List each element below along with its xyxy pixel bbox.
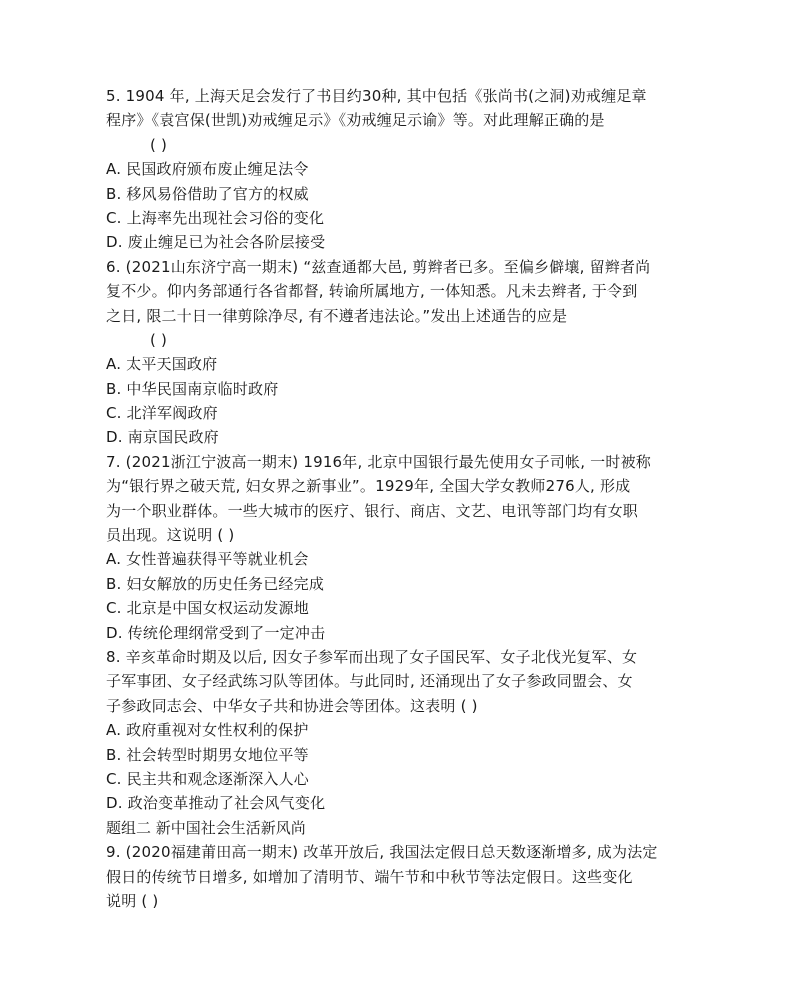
section-title: 题组二 新中国社会生活新风尚 [106, 818, 306, 837]
question-8-stem-line-3: 子参政同志会、中华女子共和协进会等团体。这表明 ( ) [106, 696, 478, 715]
question-5 [106, 84, 702, 255]
document-page [106, 84, 702, 913]
question-6-option-b: B. 中华民国南京临时政府 [106, 379, 279, 398]
question-6-stem-line-1: 6. (2021山东济宁高一期末) “兹查通都大邑, 剪辫者已多。至偏乡僻壤, 留辫者尚 [106, 257, 651, 276]
question-8-option-d: D. 政治变革推动了社会风气变化 [106, 794, 326, 813]
question-8-option-c: C. 民主共和观念逐渐深入人心 [106, 769, 310, 788]
question-6-option-d: D. 南京国民政府 [106, 428, 219, 447]
question-6-option-a: A. 太平天国政府 [106, 355, 218, 374]
question-9 [106, 840, 702, 913]
question-6 [106, 255, 702, 450]
question-7-stem-line-1: 7. (2021浙江宁波高一期末) 1916年, 北京中国银行最先使用女子司帐, 一时被称 [106, 452, 651, 471]
question-5-option-a: A. 民国政府颁布废止缠足法令 [106, 160, 309, 179]
question-7-option-a: A. 女性普遍获得平等就业机会 [106, 550, 309, 569]
question-5-stem-line-2: 程序》《袁宫保(世凯)劝戒缠足示》《劝戒缠足示谕》等。对此理解正确的是 [106, 111, 605, 130]
question-6-stem-line-2: 复不少。仰内务部通行各省都督, 转谕所属地方, 一体知悉。凡未去辫者, 于令到 [106, 282, 638, 301]
question-5-option-d: D. 废止缠足已为社会各阶层接受 [106, 233, 326, 252]
question-9-stem-line-3: 说明 ( ) [106, 891, 159, 910]
question-5-option-c: C. 上海率先出现社会习俗的变化 [106, 208, 325, 227]
question-5-answer-paren: ( ) [150, 135, 168, 154]
question-8-option-b: B. 社会转型时期男女地位平等 [106, 745, 309, 764]
question-7-option-b: B. 妇女解放的历史任务已经完成 [106, 574, 325, 593]
question-8-stem-line-2: 子军事团、女子经武练习队等团体。与此同时, 还涌现出了女子参政同盟会、女 [106, 672, 633, 691]
question-6-option-c: C. 北洋军阀政府 [106, 404, 218, 423]
question-7 [106, 450, 702, 645]
question-7-stem-line-4: 员出现。这说明 ( ) [106, 526, 235, 545]
question-8-stem-line-1: 8. 辛亥革命时期及以后, 因女子参军而出现了女子国民军、女子北伐光复军、女 [106, 647, 638, 666]
question-5-option-b: B. 移风易俗借助了官方的权威 [106, 184, 309, 203]
question-8-option-a: A. 政府重视对女性权利的保护 [106, 721, 309, 740]
question-7-stem-line-3: 为一个职业群体。一些大城市的医疗、银行、商店、文艺、电讯等部门均有女职 [106, 501, 639, 520]
question-6-stem-line-3: 之日, 限二十日一律剪除净尽, 有不遵者违法论。”发出上述通告的应是 [106, 306, 568, 325]
question-9-stem-line-1: 9. (2020福建莆田高一期末) 改革开放后, 我国法定假日总天数逐渐增多, 成为法定 [106, 843, 658, 862]
question-5-stem-line-1: 5. 1904 年, 上海天足会发行了书目约30种, 其中包括《张尚书(之洞)劝戒缠足章 [106, 87, 647, 105]
question-6-answer-paren: ( ) [150, 330, 168, 349]
question-7-stem-line-2: 为“银行界之破天荒, 妇女界之新事业”。1929年, 全国大学女教师276人, 形成 [106, 477, 631, 496]
question-7-option-d: D. 传统伦理纲常受到了一定冲击 [106, 623, 326, 642]
question-7-option-c: C. 北京是中国女权运动发源地 [106, 599, 310, 618]
question-8 [106, 645, 702, 816]
question-9-stem-line-2: 假日的传统节日增多, 如增加了清明节、端午节和中秋节等法定假日。这些变化 [106, 867, 633, 886]
